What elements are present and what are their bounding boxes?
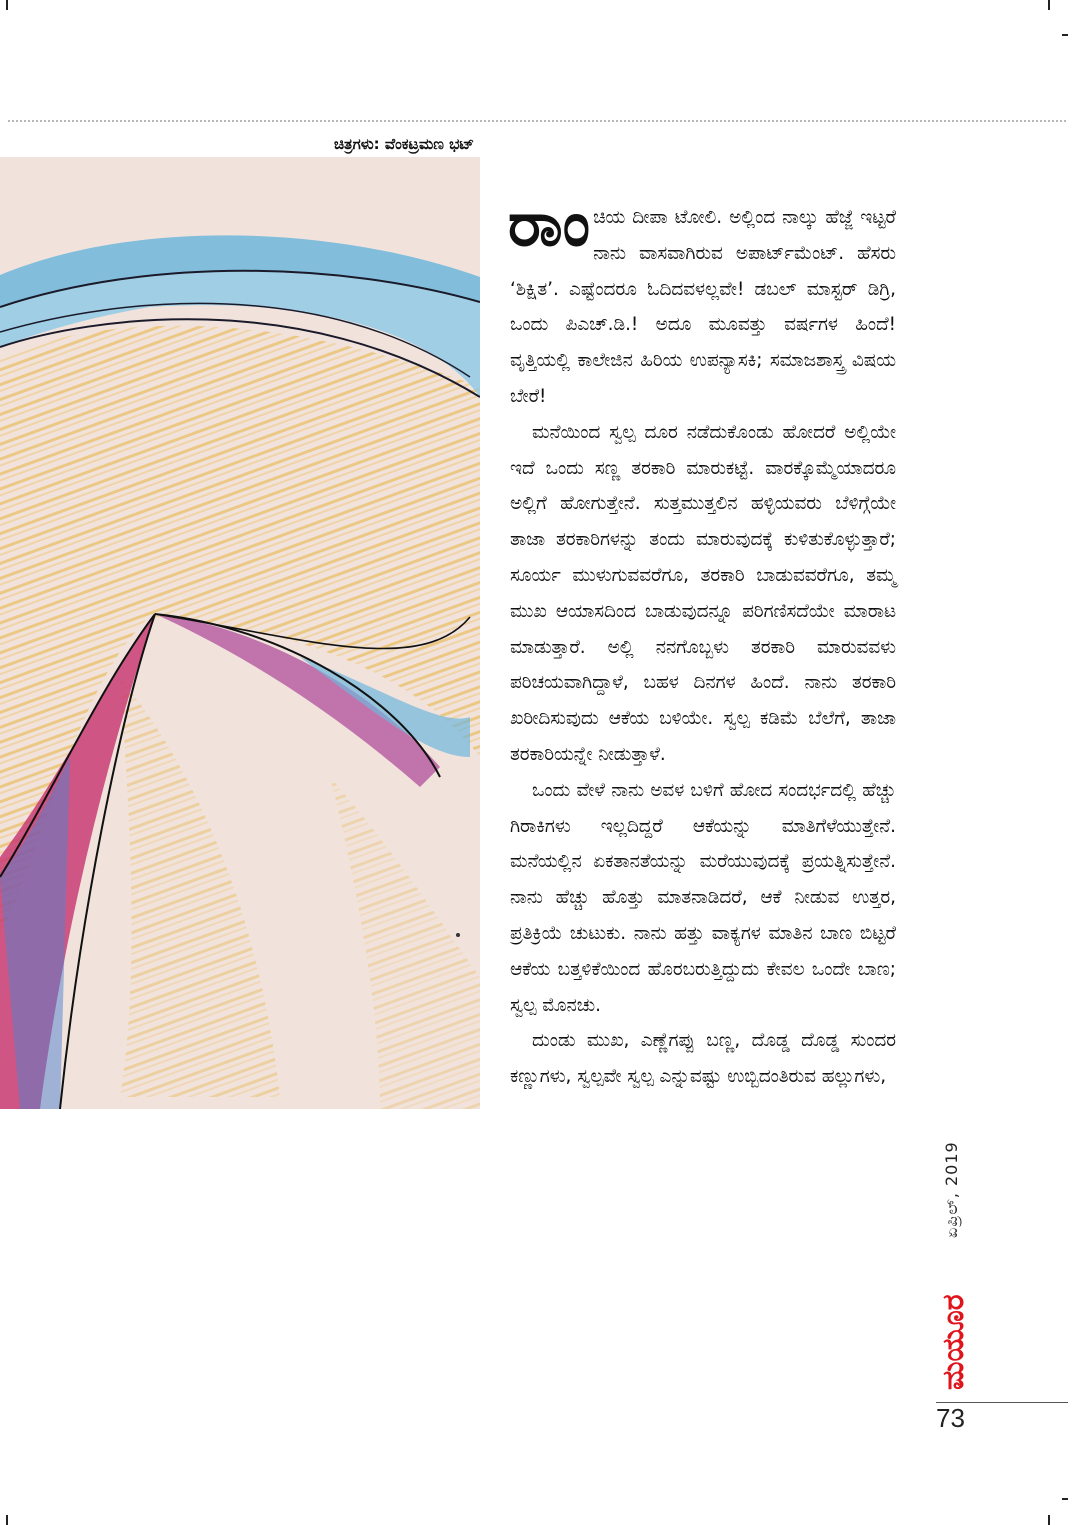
paragraph-1-text: ಚಿಯ ದೀಪಾ ಟೋಲಿ. ಅಲ್ಲಿಂದ ನಾಲ್ಕು ಹೆಜ್ಜೆ ಇಟ್ಟರೆ ನಾನು ವಾಸವಾಗಿರುವ ಅಪಾರ್ಟ್‌ಮೆಂಟ್. ಹೆಸರು ‘ಶಿಕ್ಷಿತ’. ಎಷ್ಟೆಂದರೂ ಓದಿದವಳಲ್ಲವೇ! ಡಬಲ್ ಮಾಸ್ಟರ್ ಡಿಗ್ರಿ, ಒಂದು ಪಿಎಚ್.ಡಿ.! ಅದೂ ಮೂವತ್ತು ವರ್ಷಗಳ ಹಿಂದೆ! ವೃತ್ತಿಯಲ್ಲಿ ಕಾಲೇಜಿನ ಹಿರಿಯ ಉಪನ್ಯಾಸಕಿ; ಸಮಾಜಶಾಸ್ತ್ರ ವಿಷಯ ಬೇರೆ! xyxy=(510,207,896,407)
issue-date: ಏಪ್ರಿಲ್, 2019 xyxy=(942,1141,961,1238)
crop-mark-bottom-right xyxy=(1048,1515,1050,1525)
crop-mark-right-lower xyxy=(1062,1498,1068,1500)
magazine-masthead: ಮಯೂರ xyxy=(936,1294,971,1390)
crop-mark-top-left xyxy=(6,0,8,10)
drop-cap: ರಾಂ xyxy=(508,187,588,260)
paragraph-4: ದುಂಡು ಮುಖ, ಎಣ್ಣೆಗಪ್ಪು ಬಣ್ಣ, ದೊಡ್ಡ ದೊಡ್ಡ ಸುಂದರ ಕಣ್ಣುಗಳು, ಸ್ವಲ್ಪವೇ ಸ್ವಲ್ಪ ಎನ್ನುವಷ್ಟು ಉಬ್ಬಿದಂತಿರುವ ಹಲ್ಲುಗಳು, xyxy=(510,1030,896,1088)
page-number: 73 xyxy=(936,1403,965,1433)
crop-mark-bottom-left xyxy=(6,1515,8,1525)
paragraph-3: ಒಂದು ವೇಳೆ ನಾನು ಅವಳ ಬಳಿಗೆ ಹೋದ ಸಂದರ್ಭದಲ್ಲಿ ಹೆಚ್ಚು ಗಿರಾಕಿಗಳು ಇಲ್ಲದಿದ್ದರೆ ಆಕೆಯನ್ನು ಮಾತಿಗೆಳೆಯುತ್ತೇನೆ. ಮನೆಯಲ್ಲಿನ ಏಕತಾನತೆಯನ್ನು ಮರೆಯುವುದಕ್ಕೆ ಪ್ರಯತ್ನಿಸುತ್ತೇನೆ. ನಾನು ಹೆಚ್ಚು ಹೊತ್ತು ಮಾತನಾಡಿದರೆ, ಆಕೆ ನೀಡುವ ಉತ್ತರ, ಪ್ರತಿಕ್ರಿಯೆ ಚುಟುಕು. ನಾನು ಹತ್ತು ವಾಕ್ಯಗಳ ಮಾತಿನ ಬಾಣ ಬಿಟ್ಟರೆ ಆಕೆಯ ಬತ್ತಳಿಕೆಯಿಂದ ಹೊರಬರುತ್ತಿದ್ದುದು ಕೇವಲ ಒಂದೇ ಬಾಣ; ಸ್ವಲ್ಪ ಮೊನಚು. xyxy=(510,779,896,1016)
crayon-illustration xyxy=(0,157,480,1109)
top-dotted-rule xyxy=(8,120,1066,122)
illustration-credit: ಚಿತ್ರಗಳು: ವೆಂಕಟ್ರಮಣ ಭಟ್ xyxy=(333,135,474,153)
paragraph-2: ಮನೆಯಿಂದ ಸ್ವಲ್ಪ ದೂರ ನಡೆದುಕೊಂಡು ಹೋದರೆ ಅಲ್ಲಿಯೇ ಇದೆ ಒಂದು ಸಣ್ಣ ತರಕಾರಿ ಮಾರುಕಟ್ಟೆ. ವಾರಕ್ಕೊಮ್ಮೆಯಾದರೂ ಅಲ್ಲಿಗೆ ಹೋಗುತ್ತೇನೆ. ಸುತ್ತಮುತ್ತಲಿನ ಹಳ್ಳಿಯವರು ಬೆಳಿಗ್ಗೆಯೇ ತಾಜಾ ತರಕಾರಿಗಳನ್ನು ತಂದು ಮಾರುವುದಕ್ಕೆ ಕುಳಿತುಕೊಳ್ಳುತ್ತಾರೆ; ಸೂರ್ಯ ಮುಳುಗುವವರೆಗೂ, ತರಕಾರಿ ಬಾಡುವವರೆಗೂ, ತಮ್ಮ ಮುಖ ಆಯಾಸದಿಂದ ಬಾಡುವುದನ್ನೂ ಪರಿಗಣಿಸದೆಯೇ ಮಾರಾಟ ಮಾಡುತ್ತಾರೆ. ಅಲ್ಲಿ ನನಗೊಬ್ಬಳು ತರಕಾರಿ ಮಾರುವವಳು ಪರಿಚಯವಾಗಿದ್ದಾಳೆ, ಬಹಳ ದಿನಗಳ ಹಿಂದೆ. ನಾನು ತರಕಾರಿ ಖರೀದಿಸುವುದು ಆಕೆಯ ಬಳಿಯೇ. ಸ್ವಲ್ಪ ಕಡಿಮೆ ಬೆಲೆಗೆ, ತಾಜಾ ತರಕಾರಿಯನ್ನೇ ನೀಡುತ್ತಾಳೆ. xyxy=(510,421,896,765)
article-body xyxy=(508,187,896,1400)
crop-mark-right-upper xyxy=(1062,34,1068,36)
crop-mark-top-right xyxy=(1048,0,1050,10)
paragraph-1 xyxy=(508,187,896,415)
